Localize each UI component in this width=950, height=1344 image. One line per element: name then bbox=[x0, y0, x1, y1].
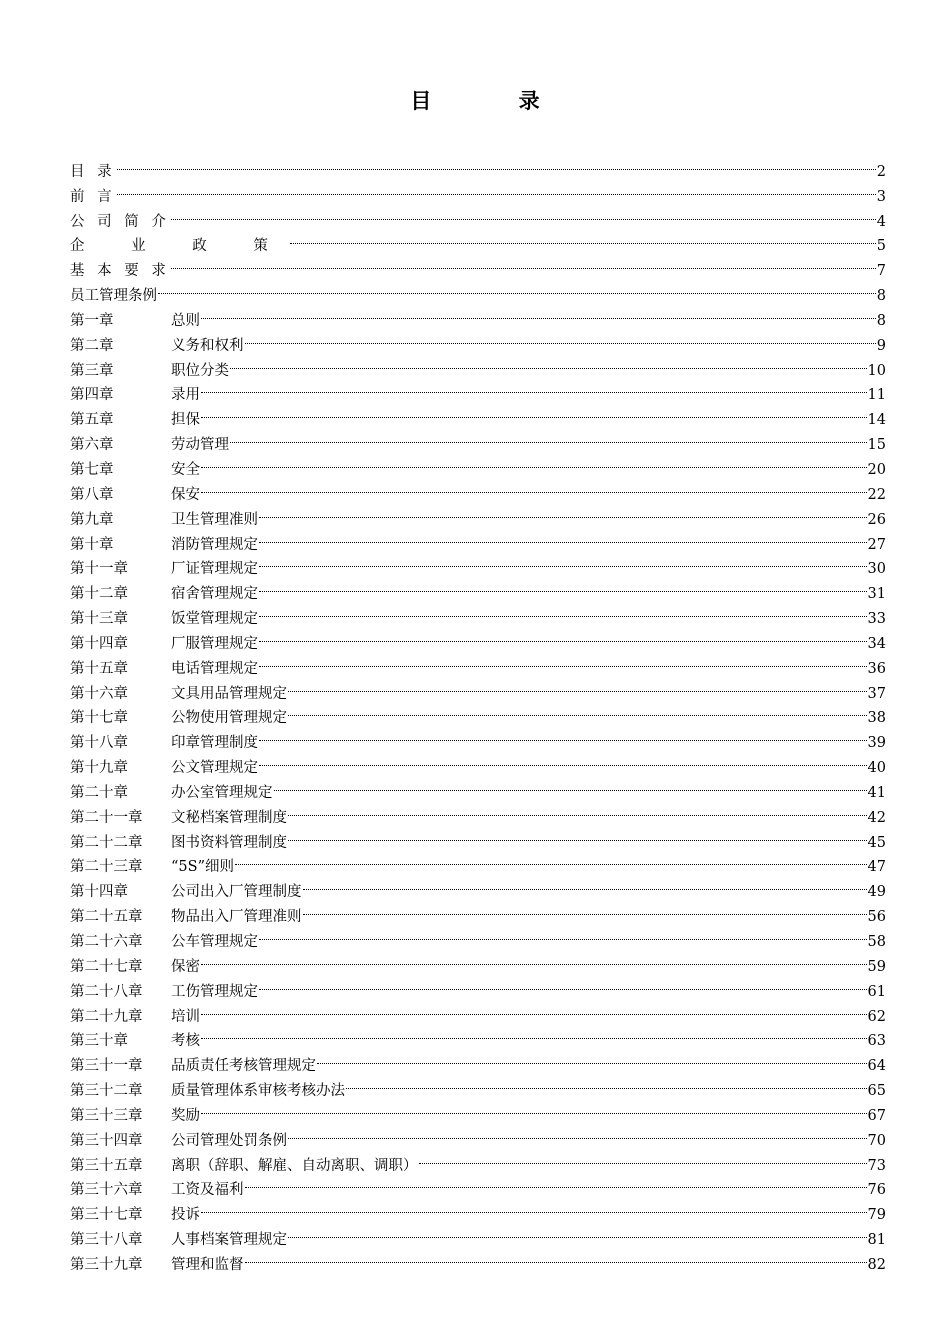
toc-entry-title: 工伤管理规定 bbox=[171, 983, 258, 1000]
toc-chapter-number: 第十四章 bbox=[70, 635, 128, 652]
dot-leader bbox=[303, 896, 867, 921]
dot-leader bbox=[158, 275, 876, 300]
toc-entry-title: 考核 bbox=[171, 1033, 200, 1050]
toc-page-number: 65 bbox=[867, 1083, 886, 1100]
toc-page-number: 70 bbox=[867, 1132, 886, 1149]
page-title: 目 录 bbox=[410, 88, 580, 113]
toc-entry[interactable] bbox=[70, 201, 886, 230]
dot-leader bbox=[201, 1095, 867, 1120]
toc-entry-title: 质量管理体系审核考核办法 bbox=[171, 1083, 345, 1100]
toc-chapter-number: 第十一章 bbox=[70, 561, 128, 578]
dot-leader bbox=[259, 549, 867, 574]
toc-chapter-number: 第十四章 bbox=[70, 884, 128, 901]
dot-leader bbox=[201, 474, 867, 499]
toc-page-number: 59 bbox=[867, 958, 886, 975]
toc-page-number: 42 bbox=[867, 809, 886, 826]
toc-page-number: 47 bbox=[867, 859, 886, 876]
toc-chapter-number: 第十八章 bbox=[70, 735, 128, 752]
toc-page-number: 10 bbox=[867, 362, 886, 379]
dot-leader bbox=[290, 226, 876, 251]
toc-entry-title: 企 业 政 策 bbox=[70, 238, 289, 255]
dot-leader bbox=[288, 1219, 867, 1244]
dot-leader bbox=[201, 996, 867, 1021]
dot-leader bbox=[201, 399, 867, 424]
toc-entry-title: 劳动管理 bbox=[171, 437, 229, 454]
toc-page-number: 31 bbox=[867, 586, 886, 603]
toc-page-number: 38 bbox=[867, 710, 886, 727]
toc-page-number: 15 bbox=[867, 437, 886, 454]
toc-page-number: 22 bbox=[867, 486, 886, 503]
toc-chapter-number: 第三十章 bbox=[70, 1033, 128, 1050]
toc-entry-title: 办公室管理规定 bbox=[171, 784, 273, 801]
toc-page-number: 30 bbox=[867, 561, 886, 578]
toc-entry-title: 公司出入厂管理制度 bbox=[171, 884, 302, 901]
toc-page-number: 2 bbox=[876, 163, 886, 180]
toc-chapter-number: 第八章 bbox=[70, 486, 114, 503]
toc-entry-title: 培训 bbox=[171, 1008, 200, 1025]
dot-leader bbox=[201, 449, 867, 474]
toc-entry-title: 奖励 bbox=[171, 1107, 200, 1124]
toc-page-number: 45 bbox=[867, 834, 886, 851]
dot-leader bbox=[259, 524, 867, 549]
toc-chapter-number: 第十三章 bbox=[70, 611, 128, 628]
dot-leader bbox=[201, 946, 867, 971]
toc-entry[interactable] bbox=[70, 275, 886, 305]
toc-entry-title: 总则 bbox=[171, 312, 200, 329]
dot-leader bbox=[303, 871, 867, 896]
toc-entry-title: 录用 bbox=[171, 387, 200, 404]
toc-entry-title: 公物使用管理规定 bbox=[171, 710, 287, 727]
toc-entry-title: 公 司 简 介 bbox=[70, 213, 170, 230]
toc-entry-title: 公文管理规定 bbox=[171, 760, 258, 777]
toc-chapter-number: 第二十九章 bbox=[70, 1008, 143, 1025]
toc-entry-title: 厂服管理规定 bbox=[171, 635, 258, 652]
toc-entry-title: 消防管理规定 bbox=[171, 536, 258, 553]
toc-chapter-number: 第二十一章 bbox=[70, 809, 143, 826]
toc-entry-title: 基 本 要 求 bbox=[70, 263, 170, 280]
toc-page-number: 3 bbox=[876, 188, 886, 205]
toc-entry-title: 目 录 bbox=[70, 163, 116, 180]
toc-entry-title: 印章管理制度 bbox=[171, 735, 258, 752]
dot-leader bbox=[245, 1244, 867, 1269]
toc-entry-title: 公司管理处罚条例 bbox=[171, 1132, 287, 1149]
toc-chapter-number: 第三十八章 bbox=[70, 1232, 143, 1249]
toc-entry-title: 物品出入厂管理准则 bbox=[171, 909, 302, 926]
toc-chapter-number: 第三十一章 bbox=[70, 1058, 143, 1075]
dot-leader bbox=[317, 1045, 867, 1070]
toc-page-number: 62 bbox=[867, 1008, 886, 1025]
toc-page-number: 36 bbox=[867, 660, 886, 677]
toc-entry-title: 饭堂管理规定 bbox=[171, 611, 258, 628]
toc-entry-title: 文秘档案管理制度 bbox=[171, 809, 287, 826]
toc-page-number: 64 bbox=[867, 1058, 886, 1075]
toc-entry[interactable] bbox=[70, 176, 886, 205]
toc-entry-title: 担保 bbox=[171, 412, 200, 429]
dot-leader bbox=[201, 1194, 867, 1219]
toc-entry-title: 员工管理条例 bbox=[70, 288, 157, 305]
toc-page-number: 67 bbox=[867, 1107, 886, 1124]
toc-page-number: 56 bbox=[867, 909, 886, 926]
toc-page-number: 4 bbox=[876, 213, 886, 230]
dot-leader bbox=[259, 499, 867, 524]
toc-entry-title: 职位分类 bbox=[171, 362, 229, 379]
dot-leader bbox=[259, 573, 867, 598]
dot-leader bbox=[259, 648, 867, 673]
toc-chapter-number: 第十七章 bbox=[70, 710, 128, 727]
toc-page-number: 63 bbox=[867, 1033, 886, 1050]
dot-leader bbox=[288, 698, 867, 723]
table-of-contents bbox=[70, 151, 886, 1273]
toc-chapter-number: 第三十七章 bbox=[70, 1207, 143, 1224]
toc-entry-title: 人事档案管理规定 bbox=[171, 1232, 287, 1249]
toc-entry-title: 文具用品管理规定 bbox=[171, 685, 287, 702]
toc-page-number: 11 bbox=[867, 387, 886, 404]
toc-chapter-number: 第二十三章 bbox=[70, 859, 143, 876]
toc-entry[interactable] bbox=[70, 226, 886, 255]
toc-entry-title: 前 言 bbox=[70, 188, 116, 205]
toc-entry-title: 离职（辞职、解雇、自动离职、调职） bbox=[171, 1157, 418, 1174]
dot-leader bbox=[117, 151, 876, 176]
dot-leader bbox=[274, 772, 867, 797]
toc-entry-title: 厂证管理规定 bbox=[171, 561, 258, 578]
toc-chapter-number: 第三十二章 bbox=[70, 1083, 143, 1100]
dot-leader bbox=[259, 623, 867, 648]
toc-page-number: 81 bbox=[867, 1232, 886, 1249]
dot-leader bbox=[201, 1021, 867, 1046]
toc-chapter-number: 第七章 bbox=[70, 461, 114, 478]
toc-page-number: 14 bbox=[867, 412, 886, 429]
toc-entry-title: 管理和监督 bbox=[171, 1256, 244, 1273]
toc-chapter-number: 第二十七章 bbox=[70, 958, 143, 975]
dot-leader bbox=[259, 747, 867, 772]
toc-page-number: 40 bbox=[867, 760, 886, 777]
toc-page-number: 9 bbox=[876, 337, 886, 354]
toc-page-number: 27 bbox=[867, 536, 886, 553]
toc-chapter-number: 第十二章 bbox=[70, 586, 128, 603]
toc-chapter-number: 第二十五章 bbox=[70, 909, 143, 926]
toc-page-number: 49 bbox=[867, 884, 886, 901]
toc-page-number: 39 bbox=[867, 735, 886, 752]
toc-chapter-number: 第三十六章 bbox=[70, 1182, 143, 1199]
dot-leader bbox=[288, 822, 867, 847]
toc-chapter-number: 第四章 bbox=[70, 387, 114, 404]
dot-leader bbox=[230, 424, 867, 449]
toc-chapter-number: 第二章 bbox=[70, 337, 114, 354]
dot-leader bbox=[245, 1170, 867, 1195]
toc-page-number: 7 bbox=[876, 263, 886, 280]
toc-chapter-number: 第三章 bbox=[70, 362, 114, 379]
toc-entry[interactable] bbox=[70, 300, 886, 329]
toc-chapter-number: 第九章 bbox=[70, 511, 114, 528]
toc-chapter-number: 第二十八章 bbox=[70, 983, 143, 1000]
toc-entry-title: 电话管理规定 bbox=[171, 660, 258, 677]
toc-page-number: 8 bbox=[876, 312, 886, 329]
dot-leader bbox=[117, 176, 876, 201]
toc-chapter-number: 第十章 bbox=[70, 536, 114, 553]
toc-chapter-number: 第五章 bbox=[70, 412, 114, 429]
toc-page-number: 61 bbox=[867, 983, 886, 1000]
toc-chapter-number: 第十五章 bbox=[70, 660, 128, 677]
dot-leader bbox=[230, 350, 867, 375]
toc-chapter-number: 第十六章 bbox=[70, 685, 128, 702]
toc-page-number: 82 bbox=[867, 1256, 886, 1273]
dot-leader bbox=[235, 847, 867, 872]
toc-chapter-number: 第十九章 bbox=[70, 760, 128, 777]
toc-entry-title: 投诉 bbox=[171, 1207, 200, 1224]
toc-page-number: 76 bbox=[867, 1182, 886, 1199]
toc-chapter-number: 第一章 bbox=[70, 312, 114, 329]
toc-entry-title: 图书资料管理制度 bbox=[171, 834, 287, 851]
dot-leader bbox=[259, 598, 867, 623]
dot-leader bbox=[201, 300, 876, 325]
toc-chapter-number: 第二十六章 bbox=[70, 934, 143, 950]
toc-entry-title: 宿舍管理规定 bbox=[171, 586, 258, 603]
toc-entry[interactable] bbox=[70, 250, 886, 280]
dot-leader bbox=[259, 971, 867, 996]
dot-leader bbox=[259, 722, 867, 747]
toc-page-number: 26 bbox=[867, 511, 886, 528]
toc-entry-title: 品质责任考核管理规定 bbox=[171, 1058, 316, 1075]
toc-chapter-number: 第二十二章 bbox=[70, 834, 143, 851]
toc-page-number: 34 bbox=[867, 635, 886, 652]
dot-leader bbox=[259, 921, 867, 946]
toc-entry-title: 卫生管理准则 bbox=[171, 511, 258, 528]
toc-chapter-number: 第三十九章 bbox=[70, 1256, 143, 1273]
dot-leader bbox=[288, 797, 867, 822]
toc-entry[interactable] bbox=[70, 151, 886, 180]
dot-leader bbox=[245, 325, 876, 350]
toc-page-number: 79 bbox=[867, 1207, 886, 1224]
toc-chapter-number: 第二十章 bbox=[70, 784, 128, 801]
toc-entry-title: 工资及福利 bbox=[171, 1182, 244, 1199]
toc-entry-title: 安全 bbox=[171, 461, 200, 478]
toc-entry-title: 公车管理规定 bbox=[171, 934, 258, 950]
toc-page-number: 37 bbox=[867, 685, 886, 702]
dot-leader bbox=[419, 1145, 867, 1170]
toc-page-number: 8 bbox=[876, 288, 886, 305]
dot-leader bbox=[288, 1120, 867, 1145]
toc-chapter-number: 第三十五章 bbox=[70, 1157, 143, 1174]
toc-page-number: 33 bbox=[867, 611, 886, 628]
dot-leader bbox=[171, 201, 876, 226]
toc-entry-title: 保安 bbox=[171, 486, 200, 503]
dot-leader bbox=[288, 673, 867, 698]
toc-chapter-number: 第三十四章 bbox=[70, 1132, 143, 1149]
dot-leader bbox=[171, 250, 876, 275]
toc-chapter-number: 第三十三章 bbox=[70, 1107, 143, 1124]
dot-leader bbox=[346, 1070, 867, 1095]
toc-entry-title: 保密 bbox=[171, 958, 200, 975]
toc-page-number: 20 bbox=[867, 461, 886, 478]
dot-leader bbox=[201, 375, 867, 400]
toc-page-number: 5 bbox=[876, 238, 886, 255]
toc-entry-title: “5S”细则 bbox=[171, 859, 234, 876]
toc-entry-title: 义务和权利 bbox=[171, 337, 244, 354]
toc-page-number: 58 bbox=[867, 934, 886, 950]
toc-page-number: 41 bbox=[867, 784, 886, 801]
toc-page-number: 73 bbox=[867, 1157, 886, 1174]
toc-chapter-number: 第六章 bbox=[70, 437, 114, 454]
